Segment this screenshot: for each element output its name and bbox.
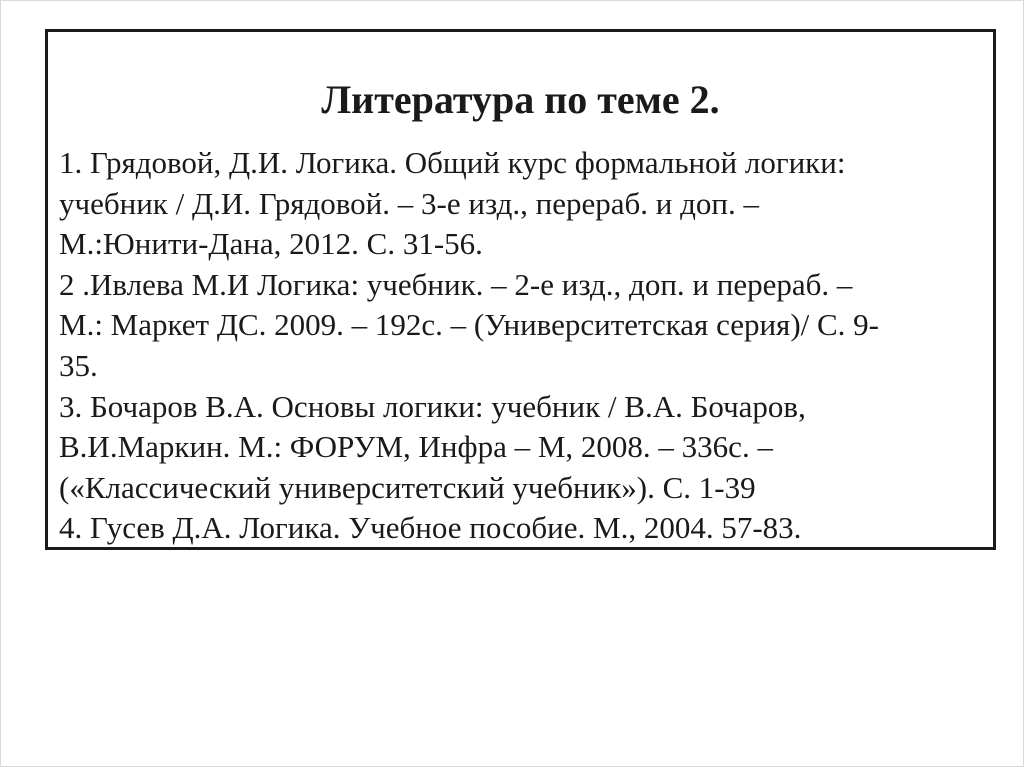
reference-line: 4. Гусев Д.А. Логика. Учебное пособие. М., 2004. 57-83. [59, 510, 802, 546]
reference-line: 2 .Ивлева М.И Логика: учебник. – 2-е изд., доп. и перераб. – [59, 266, 853, 302]
reference-line: учебник / Д.И. Грядовой. – 3-е изд., перераб. и доп. – [59, 185, 759, 221]
reference-line: 35. [59, 347, 98, 383]
reference-line: М.: Маркет ДС. 2009. – 192с. – (Университетская серия)/ С. 9- [59, 307, 880, 343]
content-box [45, 29, 996, 550]
reference-list [59, 143, 979, 549]
reference-line: В.И.Маркин. М.: ФОРУМ, Инфра – М, 2008. – 336с. – [59, 429, 773, 465]
slide-title: Литература по теме 2. [321, 77, 720, 122]
reference-line: 1. Грядовой, Д.И. Логика. Общий курс формальной логики: [59, 145, 846, 180]
reference-line: 3. Бочаров В.А. Основы логики: учебник / В.А. Бочаров, [59, 388, 806, 424]
reference-line: М.:Юнити-Дана, 2012. С. 31-56. [59, 226, 483, 262]
reference-line: («Классический университетский учебник»). С. 1-39 [59, 469, 756, 505]
